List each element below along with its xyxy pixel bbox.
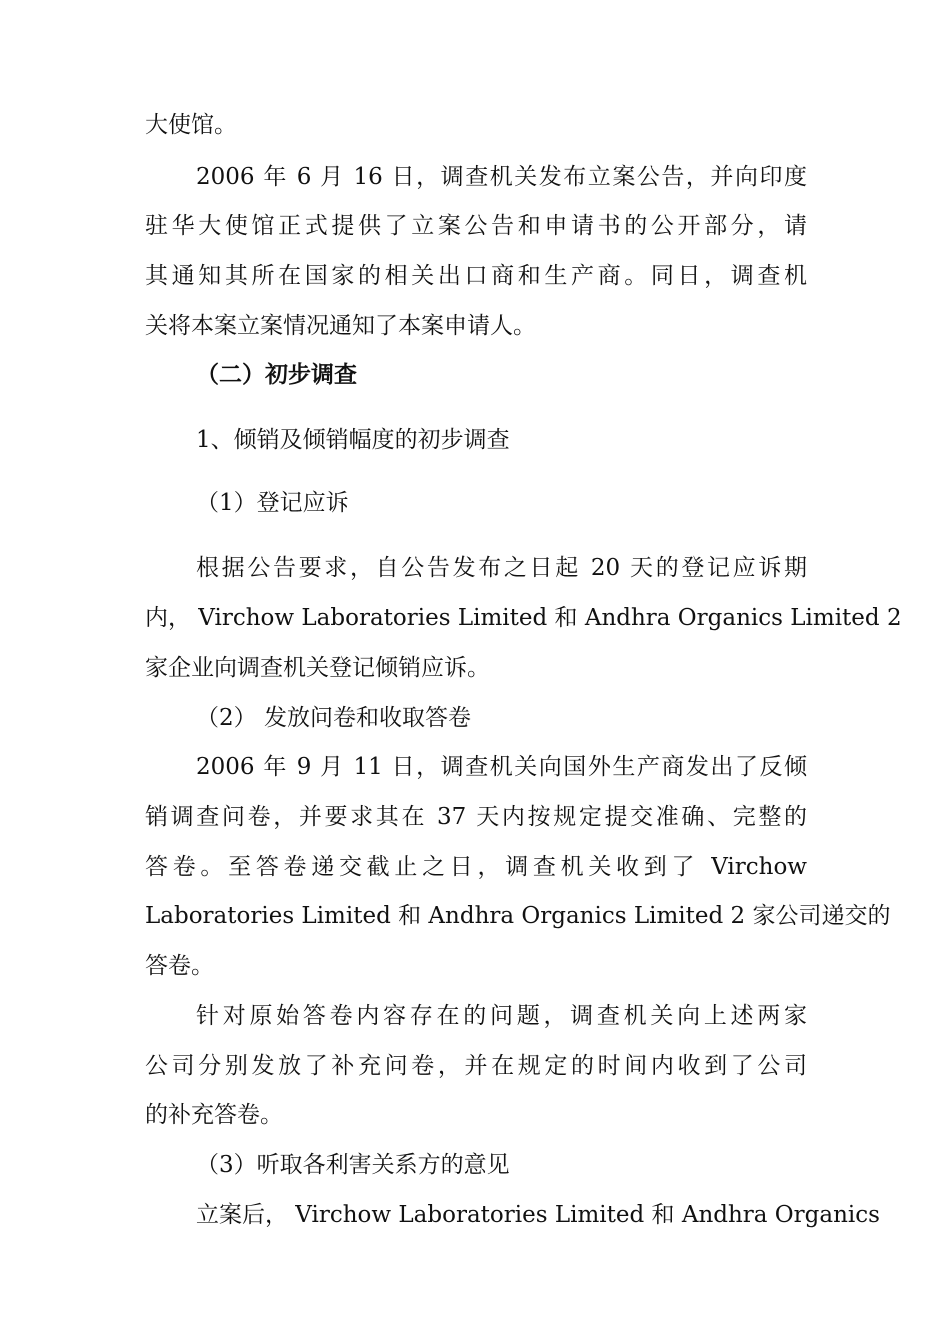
paragraph-line: 根据公告要求，自公告发布之日起 20 天的登记应诉期	[196, 555, 807, 581]
paragraph-line: 2006 年 6 月 16 日，调查机关发布立案公告，并向印度	[196, 164, 807, 190]
section-heading: （二）初步调查	[196, 362, 357, 388]
paragraph-line: 家企业向调查机关登记倾销应诉。	[145, 655, 490, 681]
paragraph-line: 其通知其所在国家的相关出口商和生产商。同日，调查机	[145, 263, 807, 289]
subsection-heading: 1、倾销及倾销幅度的初步调查	[196, 427, 510, 453]
paragraph-line: 的补充答卷。	[145, 1102, 283, 1128]
paragraph-line: 立案后， Virchow Laboratories Limited 和 Andhra Organics	[196, 1202, 880, 1228]
paragraph-line: Laboratories Limited 和 Andhra Organics Limited 2 家公司递交的	[145, 903, 891, 929]
subsection-heading: （1）登记应诉	[196, 490, 349, 516]
paragraph-line: 销调查问卷，并要求其在 37 天内按规定提交准确、完整的	[145, 804, 807, 830]
paragraph-line: 关将本案立案情况通知了本案申请人。	[145, 313, 536, 339]
paragraph-line: 大使馆。	[145, 112, 237, 138]
paragraph-line: 驻华大使馆正式提供了立案公告和申请书的公开部分，请	[145, 213, 807, 239]
paragraph-line: 答卷。	[145, 953, 214, 979]
paragraph-line: 针对原始答卷内容存在的问题，调查机关向上述两家	[196, 1003, 807, 1029]
paragraph-line: 2006 年 9 月 11 日，调查机关向国外生产商发出了反倾	[196, 754, 807, 780]
subsection-heading: （3）听取各利害关系方的意见	[196, 1152, 510, 1178]
paragraph-line: 答卷。至答卷递交截止之日，调查机关收到了 Virchow	[145, 854, 807, 880]
subsection-heading: （2） 发放问卷和收取答卷	[196, 705, 471, 731]
paragraph-line: 公司分别发放了补充问卷，并在规定的时间内收到了公司	[145, 1053, 807, 1079]
paragraph-line: 内， Virchow Laboratories Limited 和 Andhra Organics Limited 2	[145, 605, 902, 631]
